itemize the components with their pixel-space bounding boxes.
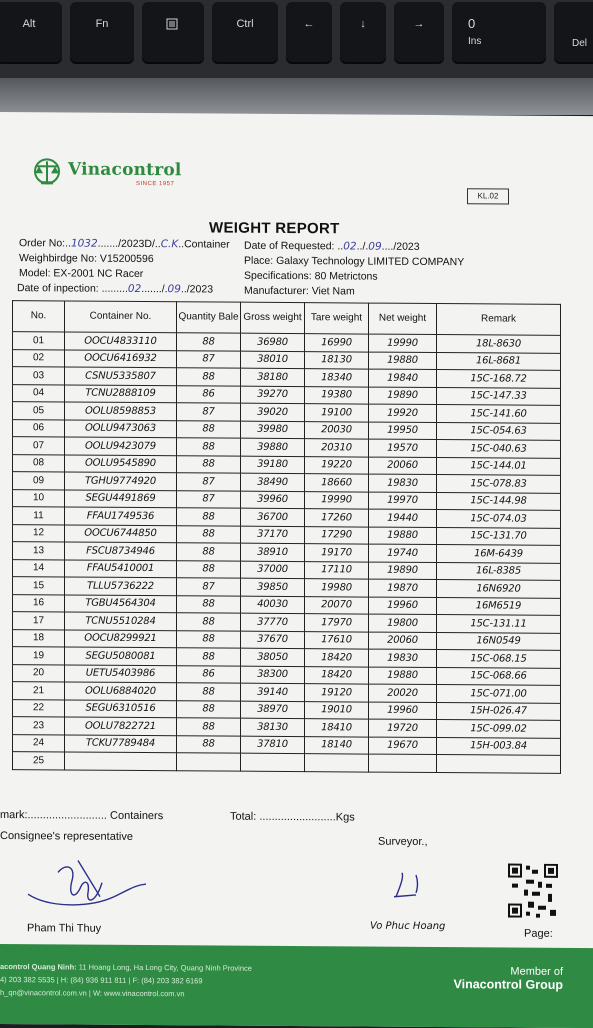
col-gross: Gross weight <box>241 302 305 333</box>
cell-qty: 88 <box>177 455 241 473</box>
cell-gross: 37670 <box>241 631 305 649</box>
cell-gross: 36980 <box>241 333 305 351</box>
cell-net: 19670 <box>369 737 437 755</box>
cell-qty: 88 <box>177 525 241 543</box>
cell-qty: 88 <box>177 683 241 701</box>
mark-containers: mark:.......................... Containers <box>0 809 163 822</box>
requested-month: 09 <box>368 241 381 253</box>
qr-code <box>508 864 558 918</box>
cell-remark: 15C-078.83 <box>437 475 561 493</box>
band-address-text: 11 Hoang Long, Ha Long City, Quang Ninh Province <box>77 963 252 973</box>
cell-gross: 38010 <box>241 351 305 369</box>
cell-tare: 18340 <box>305 369 369 387</box>
cell-remark: 16N0549 <box>437 632 561 650</box>
cell-no: 18 <box>13 629 65 647</box>
cell-container: OOLU9423079 <box>65 437 177 455</box>
cell-tare: 19010 <box>305 701 369 719</box>
form-code: KL.02 <box>467 188 509 204</box>
cell-gross: 37810 <box>241 736 305 754</box>
key-insert[interactable] <box>452 2 546 62</box>
cell-no: 06 <box>13 419 65 437</box>
cell-tare: 20310 <box>305 439 369 457</box>
cell-remark: 15C-071.00 <box>437 685 561 703</box>
cell-net: 19920 <box>369 404 437 422</box>
cell-container: OOLU9545890 <box>65 454 177 472</box>
cell-remark: 15C-068.15 <box>437 650 561 668</box>
key-down-arrow[interactable] <box>340 2 386 62</box>
total-kgs: Total: .........................Kgs <box>230 811 355 824</box>
cell-container: FSCU8734946 <box>65 542 177 560</box>
cell-container: TLLU5736222 <box>65 577 177 595</box>
cell-remark <box>437 755 561 773</box>
cell-container: UETU5403986 <box>65 664 177 682</box>
cell-no: 25 <box>13 752 65 770</box>
cell-qty: 88 <box>177 613 241 631</box>
cell-net: 19990 <box>369 334 437 352</box>
cell-qty: 88 <box>177 420 241 438</box>
cell-no: 11 <box>13 507 65 525</box>
cell-gross: 39980 <box>241 421 305 439</box>
cell-gross: 39140 <box>241 683 305 701</box>
cell-net: 19880 <box>369 667 437 685</box>
cell-remark: 15C-068.66 <box>437 667 561 685</box>
member-label: Member of <box>510 966 563 978</box>
cell-net: 19740 <box>369 544 437 562</box>
cell-no: 19 <box>13 647 65 665</box>
cell-tare: 19380 <box>305 386 369 404</box>
cell-remark: 16M-6439 <box>437 545 561 563</box>
requested-day: 02 <box>343 240 356 252</box>
cell-gross: 39960 <box>241 491 305 509</box>
cell-no: 01 <box>13 332 65 350</box>
cell-qty: 88 <box>177 333 241 351</box>
requested-label: Date of Requested: .. <box>244 240 343 253</box>
key-alt[interactable] <box>0 2 62 62</box>
cell-qty: 88 <box>177 735 241 753</box>
cell-gross: 38130 <box>241 718 305 736</box>
vinacontrol-logo <box>30 156 200 191</box>
cell-remark: 15C-131.70 <box>437 527 561 545</box>
key-delete[interactable] <box>554 2 593 62</box>
cell-container: TCNU5510284 <box>65 612 177 630</box>
cell-remark: 15C-074.03 <box>437 510 561 528</box>
cell-gross: 37770 <box>241 613 305 631</box>
cell-no: 13 <box>13 542 65 560</box>
cell-container: SEGU6310516 <box>65 699 177 717</box>
cell-qty <box>177 753 241 771</box>
cell-tare: 18420 <box>305 666 369 684</box>
order-label: Order No:.. <box>19 237 71 249</box>
cell-net: 19960 <box>369 597 437 615</box>
cell-net: 19890 <box>369 387 437 405</box>
cell-tare: 19120 <box>305 684 369 702</box>
cell-container: OOLU9473063 <box>65 419 177 437</box>
member-of-group <box>454 965 564 992</box>
col-tare: Tare weight <box>305 303 369 334</box>
key-menu[interactable] <box>142 2 204 62</box>
col-container: Container No. <box>65 301 177 333</box>
cell-tare: 18420 <box>305 649 369 667</box>
cell-qty: 87 <box>177 350 241 368</box>
cell-qty: 88 <box>177 700 241 718</box>
col-net: Net weight <box>369 303 437 334</box>
cell-remark: 18L-8630 <box>437 335 561 353</box>
cell-container: TCKU7789484 <box>65 734 177 752</box>
report-title: WEIGHT REPORT <box>209 219 340 237</box>
cell-qty: 88 <box>177 718 241 736</box>
inspection-tail: ../2023 <box>181 283 213 295</box>
cell-net: 19800 <box>369 614 437 632</box>
cell-net: 19890 <box>369 562 437 580</box>
cell-no: 15 <box>13 577 65 595</box>
band-email: h_qn@vinacontrol.com.vn | W: www.vinacontrol.com.vn <box>0 988 185 998</box>
group-name: Vinacontrol Group <box>454 977 564 992</box>
cell-gross: 39880 <box>241 438 305 456</box>
consignee-name: Pham Thi Thuy <box>27 922 101 935</box>
cell-tare: 18130 <box>305 351 369 369</box>
cell-qty: 88 <box>177 595 241 613</box>
cell-no: 21 <box>13 682 65 700</box>
cell-net: 19960 <box>369 702 437 720</box>
weight-report-paper <box>0 112 593 1028</box>
down-arrow-icon: ↓ <box>340 18 386 30</box>
col-quantity: Quantity Bale <box>177 302 241 333</box>
cell-remark: 15C-040.63 <box>437 440 561 458</box>
cell-container: CSNU5335807 <box>65 367 177 385</box>
cell-tare: 17110 <box>305 561 369 579</box>
left-arrow-icon: ← <box>286 18 332 30</box>
cell-net <box>369 754 437 772</box>
keyboard-deck <box>0 78 593 115</box>
key-left-arrow[interactable] <box>286 2 332 62</box>
cell-tare: 16990 <box>305 334 369 352</box>
cell-container: SEGU4491869 <box>65 489 177 507</box>
cell-no: 10 <box>13 489 65 507</box>
cell-net: 19950 <box>369 422 437 440</box>
key-fn[interactable] <box>70 2 134 62</box>
cell-qty: 87 <box>177 490 241 508</box>
key-label: Del <box>572 38 593 49</box>
cell-container: FFAU5410001 <box>65 559 177 577</box>
cell-no: 07 <box>13 437 65 455</box>
cell-gross: 39180 <box>241 456 305 474</box>
key-label: Ins <box>468 36 546 47</box>
band-office: acontrol Quang Ninh: <box>0 962 77 972</box>
cell-remark: 15C-147.33 <box>437 387 561 405</box>
scale-icon <box>30 156 64 186</box>
cell-remark: 16L-8681 <box>437 352 561 370</box>
cell-remark: 16L-8385 <box>437 562 561 580</box>
cell-net: 19880 <box>369 352 437 370</box>
cell-qty: 88 <box>177 543 241 561</box>
requested-tail: ..../2023 <box>382 241 420 253</box>
cell-no: 22 <box>13 699 65 717</box>
cell-tare: 17290 <box>305 526 369 544</box>
cell-net: 19970 <box>369 492 437 510</box>
cell-net: 19720 <box>369 719 437 737</box>
weight-table <box>12 300 561 773</box>
cell-container: TGBU4564304 <box>65 594 177 612</box>
keyboard <box>0 0 593 115</box>
manufacturer: Manufacturer: Viet Nam <box>244 285 355 298</box>
band-phone: 4) 203 382 5535 | H: (84) 936 911 811 | F: (84) 203 382 6169 <box>0 975 203 985</box>
cell-tare: 19100 <box>305 404 369 422</box>
cell-container: OOLU8598853 <box>65 402 177 420</box>
cell-qty: 86 <box>177 385 241 403</box>
footer-band <box>0 944 593 1028</box>
cell-tare: 18660 <box>305 474 369 492</box>
cell-gross: 39850 <box>241 578 305 596</box>
cell-no: 23 <box>13 717 65 735</box>
cell-net: 19830 <box>369 474 437 492</box>
cell-gross: 38910 <box>241 543 305 561</box>
key-label: 0 <box>468 16 546 31</box>
surveyor-name: Vo Phuc Hoang <box>370 921 445 933</box>
right-arrow-icon: → <box>394 18 444 30</box>
cell-gross: 37170 <box>241 526 305 544</box>
cell-gross: 40030 <box>241 596 305 614</box>
cell-no: 12 <box>13 524 65 542</box>
cell-no: 20 <box>13 664 65 682</box>
cell-container <box>65 752 177 770</box>
cell-container: OOLU6884020 <box>65 682 177 700</box>
menu-icon <box>166 18 178 30</box>
cell-gross: 38490 <box>241 473 305 491</box>
cell-tare <box>305 754 369 772</box>
cell-remark: 15C-144.98 <box>437 492 561 510</box>
cell-remark: 15C-141.60 <box>437 405 561 423</box>
cell-net: 19570 <box>369 439 437 457</box>
consignee-signature <box>18 852 158 923</box>
cell-qty: 88 <box>177 438 241 456</box>
cell-no: 08 <box>13 454 65 472</box>
cell-net: 20060 <box>369 457 437 475</box>
order-tail: ..Container <box>178 238 229 250</box>
cell-tare: 17260 <box>305 509 369 527</box>
cell-tare: 19990 <box>305 491 369 509</box>
cell-tare: 19220 <box>305 456 369 474</box>
cell-gross: 38300 <box>241 666 305 684</box>
cell-gross: 38970 <box>241 701 305 719</box>
cell-remark: 15C-131.11 <box>437 615 561 633</box>
cell-container: OOCU4833110 <box>65 332 177 350</box>
cell-qty: 88 <box>177 368 241 386</box>
cell-no: 05 <box>13 402 65 420</box>
key-label: Alt <box>0 18 62 30</box>
inspection-date <box>17 282 213 295</box>
inspection-month: 09 <box>168 283 181 295</box>
cell-container: OOCU6744850 <box>65 524 177 542</box>
cell-gross: 37000 <box>241 561 305 579</box>
cell-tare: 20070 <box>305 596 369 614</box>
order-hand: 1032 <box>71 237 98 249</box>
cell-net: 19870 <box>369 579 437 597</box>
cell-qty: 87 <box>177 403 241 421</box>
cell-qty: 87 <box>177 578 241 596</box>
requested-date <box>244 240 420 253</box>
table-header-row <box>13 301 561 336</box>
surveyor-label: Surveyor., <box>378 836 428 848</box>
cell-remark: 15H-003.84 <box>437 737 561 755</box>
cell-no: 02 <box>13 349 65 367</box>
cell-gross: 36700 <box>241 508 305 526</box>
cell-gross: 38180 <box>241 368 305 386</box>
order-mid: ......./2023D/.. <box>98 238 161 250</box>
cell-tare: 19980 <box>305 579 369 597</box>
inspection-label: Date of inpection: ......... <box>17 282 128 295</box>
band-address <box>0 962 252 973</box>
cell-no: 04 <box>13 384 65 402</box>
cell-remark: 15C-099.02 <box>437 720 561 738</box>
inspection-day: 02 <box>128 283 141 295</box>
cell-no: 03 <box>13 367 65 385</box>
key-right-arrow[interactable] <box>394 2 444 62</box>
table-body <box>13 332 561 773</box>
cell-no: 17 <box>13 612 65 630</box>
cell-qty: 88 <box>177 508 241 526</box>
cell-remark: 15C-054.63 <box>437 422 561 440</box>
requested-mid: ../. <box>357 240 369 252</box>
cell-tare: 19170 <box>305 544 369 562</box>
cell-tare: 17970 <box>305 614 369 632</box>
weighbridge-number: Weighbirdge No: V15200596 <box>19 252 154 265</box>
cell-remark: 16N6920 <box>437 580 561 598</box>
cell-no: 24 <box>13 734 65 752</box>
cell-qty: 87 <box>177 473 241 491</box>
cell-no: 16 <box>13 594 65 612</box>
order-hand2: C.K <box>161 238 179 250</box>
cell-qty: 88 <box>177 648 241 666</box>
cell-container: FFAU1749536 <box>65 507 177 525</box>
cell-gross: 39020 <box>241 403 305 421</box>
cell-container: OOCU8299921 <box>65 629 177 647</box>
cell-tare: 20030 <box>305 421 369 439</box>
consignee-representative: Consignee's representative <box>0 830 133 843</box>
cell-no: 09 <box>13 472 65 490</box>
order-number <box>19 237 230 250</box>
cell-net: 19830 <box>369 649 437 667</box>
table-row <box>13 752 561 773</box>
cell-tare: 18140 <box>305 736 369 754</box>
cell-net: 19440 <box>369 509 437 527</box>
cell-tare: 18410 <box>305 719 369 737</box>
cell-no: 14 <box>13 559 65 577</box>
cell-qty: 88 <box>177 630 241 648</box>
cell-gross: 38050 <box>241 648 305 666</box>
page-label: Page: <box>524 928 553 940</box>
place: Place: Galaxy Technology LIMITED COMPANY <box>244 255 464 269</box>
cell-net: 19880 <box>369 527 437 545</box>
cell-remark: 15C-144.01 <box>437 457 561 475</box>
surveyor-initials <box>386 867 446 907</box>
cell-container: TCNU2888109 <box>65 384 177 402</box>
col-no: No. <box>13 301 65 332</box>
cell-qty: 88 <box>177 560 241 578</box>
cell-gross: 39270 <box>241 386 305 404</box>
cell-remark: 15C-168.72 <box>437 370 561 388</box>
key-ctrl[interactable] <box>212 2 278 62</box>
cell-tare: 17610 <box>305 631 369 649</box>
model: Model: EX-2001 NC Racer <box>19 267 143 280</box>
cell-qty: 86 <box>177 665 241 683</box>
key-label: Fn <box>70 18 134 30</box>
cell-container: OOCU6416932 <box>65 349 177 367</box>
cell-container: OOLU7822721 <box>65 717 177 735</box>
cell-net: 19840 <box>369 369 437 387</box>
cell-net: 20020 <box>369 684 437 702</box>
inspection-mid: ......./. <box>141 283 167 295</box>
key-label: Ctrl <box>212 18 278 30</box>
cell-remark: 16M6519 <box>437 597 561 615</box>
cell-remark: 15H-026.47 <box>437 702 561 720</box>
col-remark: Remark <box>437 304 561 336</box>
logo-text: Vinacontrol <box>68 159 182 180</box>
cell-net: 20060 <box>369 632 437 650</box>
cell-container: SEGU5080081 <box>65 647 177 665</box>
cell-gross <box>241 753 305 771</box>
specifications: Specifications: 80 Metrictons <box>244 270 378 283</box>
logo-since: SINCE 1957 <box>136 181 174 187</box>
cell-container: TGHU9774920 <box>65 472 177 490</box>
